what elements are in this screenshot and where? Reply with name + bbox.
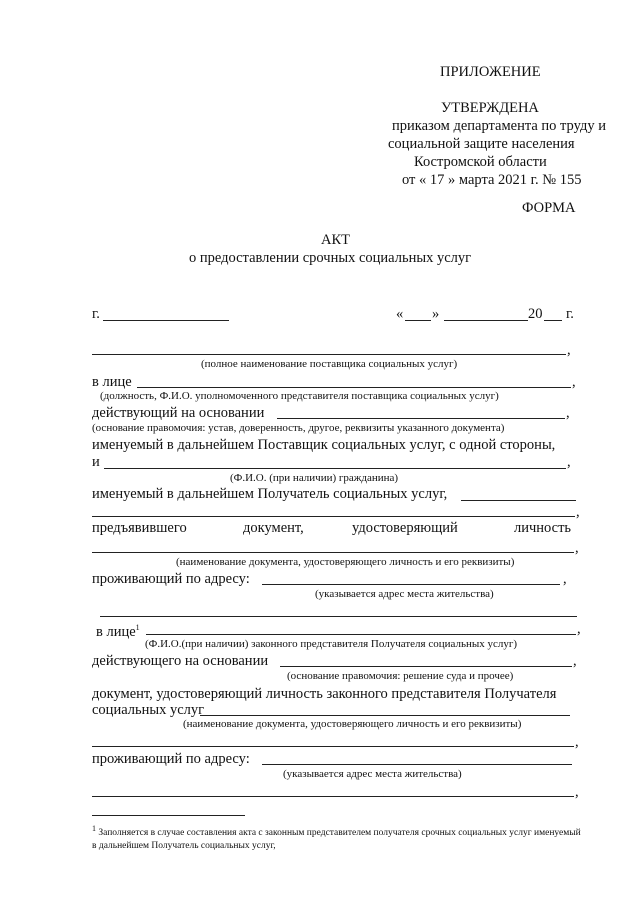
document-field[interactable] — [92, 552, 574, 553]
residing-label-2: проживающий по адресу: — [92, 751, 250, 767]
footnote-mark: 1 — [92, 824, 96, 833]
order-line-1: приказом департамента по труду и — [392, 118, 606, 134]
rep-doc-line-1: документ, удостоверяющий личность законного представителя Получателя — [92, 686, 557, 702]
order-line-2: социальной защите населения — [388, 136, 575, 152]
document-subtitle: о предоставлении срочных социальных услуг — [189, 250, 472, 266]
footnote-text — [92, 822, 582, 853]
acting-basis-label-2: действующего на основании — [92, 653, 269, 669]
comma: , — [567, 342, 571, 358]
residing-label: проживающий по адресу: — [92, 571, 250, 587]
provider-name-field[interactable] — [92, 354, 566, 355]
comma: , — [567, 454, 571, 470]
acting-basis-field-2[interactable] — [280, 666, 572, 667]
year-field[interactable] — [544, 320, 562, 321]
comma: , — [575, 540, 579, 556]
presented-word-3: удостоверяющий — [352, 520, 458, 536]
comma: , — [575, 734, 579, 750]
address-hint: (указывается адрес места жительства) — [315, 588, 494, 600]
comma: , — [573, 653, 577, 669]
in-person-label-2: в лице$^1$ — [96, 623, 140, 640]
basis-hint-2: (основание правомочия: решение суда и прочее) — [287, 670, 514, 682]
city-field[interactable] — [103, 320, 229, 321]
day-field[interactable] — [405, 320, 431, 321]
footnote-body: Заполняется в случае составления акта с законным представителем получателя срочных социальных услуг именуемый в дальнейшем Получатель социальных услуг, — [92, 828, 581, 852]
approved-label: УТВЕРЖДЕНА — [441, 100, 539, 116]
presented-word-4: личность — [514, 520, 572, 536]
address-field-2[interactable] — [262, 764, 572, 765]
year-suffix: г. — [566, 306, 574, 322]
order-date: от « 17 » марта 2021 г. № 155 — [402, 172, 582, 188]
recipient-named-text: именуемый в дальнейшем Получатель социальных услуг, — [92, 486, 448, 502]
comma: , — [576, 504, 580, 520]
appendix-label: ПРИЛОЖЕНИЕ — [440, 64, 541, 80]
recipient-extra-field[interactable] — [461, 500, 576, 501]
date-open-quote: « — [396, 306, 404, 322]
city-prefix: г. — [92, 306, 100, 322]
legal-rep-hint: (Ф.И.О.(при наличии) законного представителя Получателя социальных услуг) — [145, 638, 518, 650]
footnote-ref[interactable]: 1 — [135, 623, 140, 632]
document-hint: (наименование документа, удостоверяющего личность и его реквизиты) — [176, 556, 515, 568]
rep-document-hint: (наименование документа, удостоверяющего личность и его реквизиты) — [183, 718, 522, 730]
citizen-hint: (Ф.И.О. (при наличии) гражданина) — [230, 472, 399, 484]
comma: , — [563, 571, 567, 587]
rep-doc-line-2: социальных услуг — [92, 702, 205, 718]
date-close-quote: » — [432, 306, 440, 322]
document-title: АКТ — [321, 232, 350, 248]
order-line-3: Костромской области — [414, 154, 547, 170]
and-label: и — [92, 454, 100, 470]
address-hint-2: (указывается адрес места жительства) — [283, 768, 462, 780]
comma: , — [566, 405, 570, 421]
recipient-line-2[interactable] — [92, 516, 575, 517]
citizen-name-field[interactable] — [104, 468, 566, 469]
acting-basis-field[interactable] — [277, 418, 565, 419]
month-field[interactable] — [444, 320, 528, 321]
basis-hint: (основание правомочия: устав, доверенность, другое, реквизиты указанного документа) — [92, 422, 505, 434]
in-person-label: в лице — [92, 374, 132, 390]
comma: , — [575, 784, 579, 800]
legal-rep-field[interactable] — [146, 634, 576, 635]
provider-named-text: именуемый в дальнейшем Поставщик социальных услуг, с одной стороны, — [92, 437, 556, 453]
rep-document-field-2[interactable] — [92, 746, 574, 747]
acting-basis-label: действующий на основании — [92, 405, 265, 421]
provider-hint: (полное наименование поставщика социальных услуг) — [201, 358, 458, 370]
representative-field[interactable] — [137, 387, 571, 388]
address-field[interactable] — [262, 584, 560, 585]
form-label: ФОРМА — [522, 200, 576, 216]
comma: , — [577, 621, 581, 637]
century-label: 20 — [528, 306, 543, 322]
rep-line-top[interactable] — [100, 616, 577, 617]
position-hint: (должность, Ф.И.О. уполномоченного представителя поставщика социальных услуг) — [100, 390, 499, 402]
footnote-separator — [92, 815, 245, 816]
rep-document-field[interactable] — [200, 715, 570, 716]
presented-word-2: документ, — [243, 520, 304, 536]
address-field-2b[interactable] — [92, 796, 574, 797]
comma: , — [572, 374, 576, 390]
presented-word-1: предъявившего — [92, 520, 187, 536]
